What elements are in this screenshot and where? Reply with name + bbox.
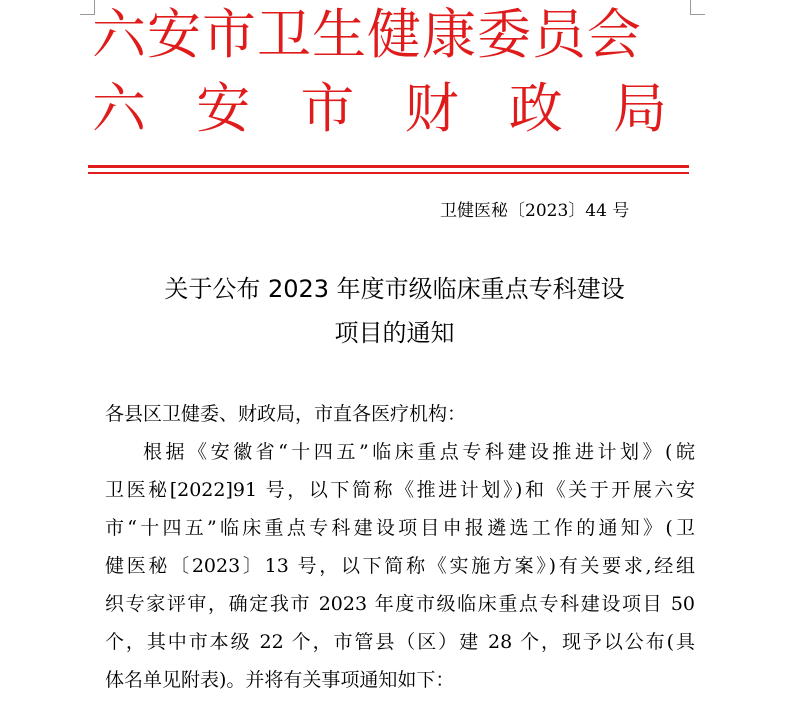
masthead-char: 六 [92, 77, 146, 140]
masthead-issuer-health-commission: 六安市卫生健康委员会 [92, 3, 642, 66]
paragraph-line: 健医秘〔2023〕13 号，以下简称《实施方案》)有关要求,经组 [105, 555, 695, 577]
document-title-line-2: 项目的通知 [334, 319, 455, 347]
paragraph-line: 织专家评审，确定我市 2023 年度市级临床重点专科建设项目 50 [105, 593, 695, 615]
salutation-text: 各县区卫健委、财政局，市直各医疗机构： [105, 403, 467, 425]
document-title-line-1: 关于公布 2023 年度市级临床重点专科建设 [164, 275, 625, 303]
masthead-char: 市 [300, 77, 355, 140]
masthead-issuer-finance-bureau [92, 77, 667, 140]
document-number: 卫健医秘〔2023〕44 号 [440, 201, 630, 221]
paragraph-line: 根据《安徽省“十四五”临床重点专科建设推进计划》(皖 [143, 441, 695, 463]
masthead-char: 政 [508, 77, 563, 140]
paragraph-line: 卫医秘[2022]91 号，以下简称《推进计划》)和《关于开展六安 [105, 479, 695, 501]
body-paragraph [105, 433, 695, 699]
page-corner-mark-right [690, 0, 705, 15]
paragraph-line: 个，其中市本级 22 个，市管县（区）建 28 个，现予以公布(具 [105, 631, 695, 653]
masthead-char: 财 [404, 77, 459, 140]
paragraph-line: 体名单见附表)。并将有关事项通知如下： [105, 669, 455, 691]
masthead-red-rule-thin [88, 172, 689, 174]
salutation [105, 395, 695, 433]
masthead-char: 局 [612, 77, 667, 140]
paragraph-line: 市“十四五”临床重点专科建设项目申报遴选工作的通知》(卫 [105, 517, 695, 539]
masthead-char: 安 [196, 77, 251, 140]
masthead-red-rule-thick [88, 165, 689, 168]
